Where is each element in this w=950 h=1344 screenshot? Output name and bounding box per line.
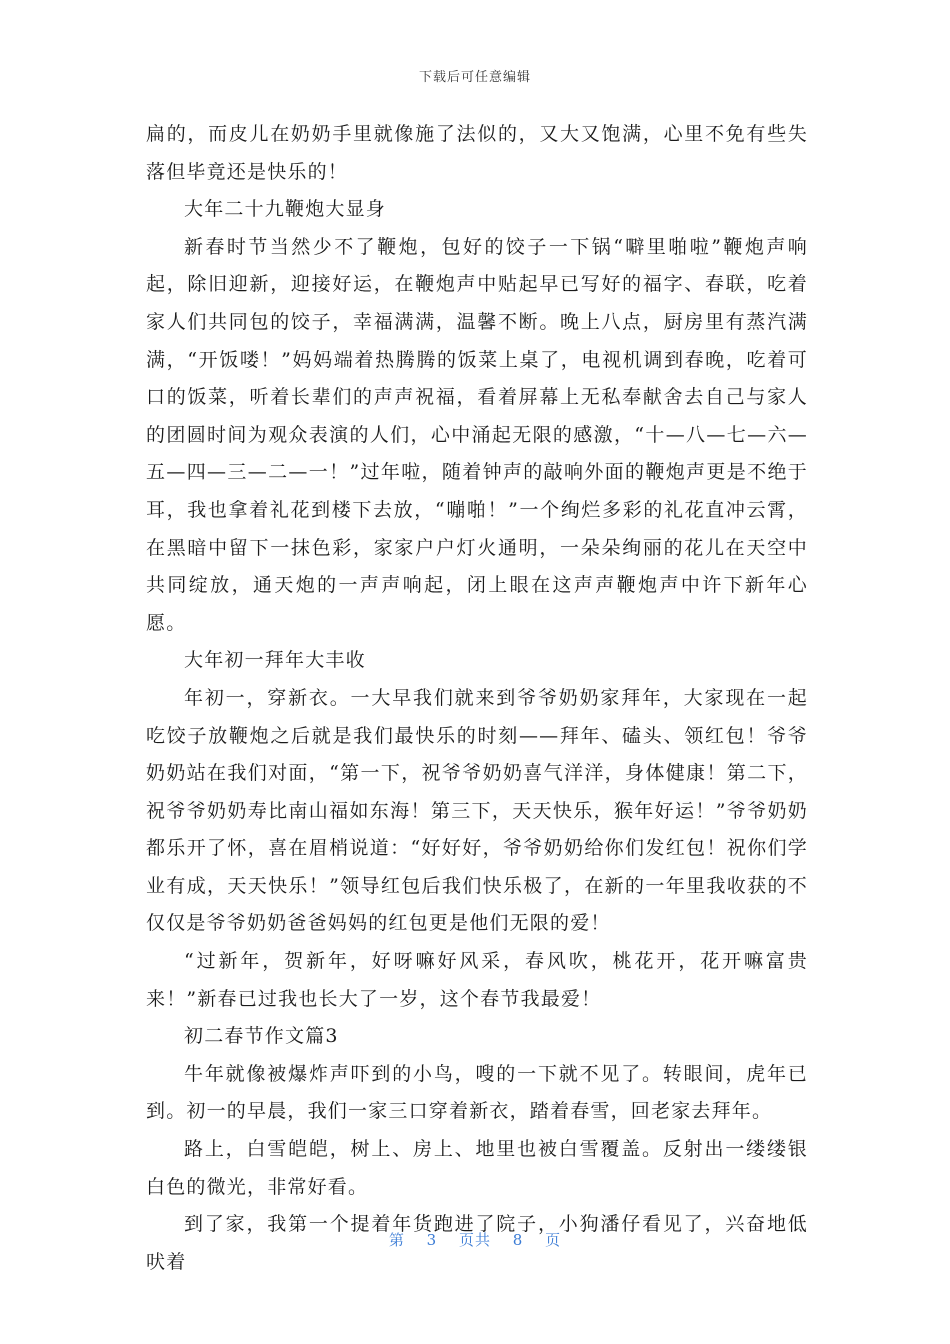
footer-suffix: 页 [545, 1231, 562, 1249]
section-heading: 大年二十九鞭炮大显身 [184, 198, 387, 221]
paragraph: 牛年就像被爆炸声吓到的小鸟，嗖的一下就不见了。转眼间，虎年已到。初一的早晨，我们一家三口穿着新衣，踏着春雪，回老家去拜年。 [146, 1062, 808, 1123]
section-heading: 大年初一拜年大丰收 [184, 649, 366, 672]
paragraph: 年初一，穿新衣。一大早我们就来到爷爷奶奶家拜年，大家现在一起吃饺子放鞭炮之后就是我们最快乐的时刻——拜年、磕头、领红包！爷爷奶奶站在我们对面，“第一下，祝爷爷奶奶喜气洋洋，身体健康！第二下，祝爷爷奶奶寿比南山福如东海！第三下，天天快乐，猴年好运！”爷爷奶奶都乐开了怀，喜在眉梢说道：“好好好，爷爷奶奶给你们发红包！祝你们学业有成，天天快乐！”领导红包后我们快乐极了，在新的一年里我收获的不仅仅是爷爷奶奶爸爸妈妈的红包更是他们无限的爱！ [146, 686, 808, 935]
paragraph: 扁的，而皮儿在奶奶手里就像施了法似的，又大又饱满，心里不免有些失落但毕竟还是快乐的！ [146, 123, 808, 183]
total-pages-number: 8 [512, 1231, 524, 1249]
paragraph: “过新年，贺新年，好呀嘛好风采，春风吹，桃花开，花开嘛富贵来！”新春已过我也长大了一岁，这个春节我最爱！ [146, 950, 808, 1010]
document-body [146, 116, 808, 1281]
paragraph: 新春时节当然少不了鞭炮，包好的饺子一下锅“噼里啪啦”鞭炮声响起，除旧迎新，迎接好运，在鞭炮声中贴起早已写好的福字、春联，吃着家人们共同包的饺子，幸福满满，温馨不断。晚上八点，厨房里有蒸汽满满，“开饭喽！”妈妈端着热腾腾的饭菜上桌了，电视机调到春晚，吃着可口的饭菜，听着长辈们的声声祝福，看着屏幕上无私奉献舍去自己与家人的团圆时间为观众表演的人们，心中涌起无限的感激，“十—八—七—六—五—四—三—二—一！”过年啦，随着钟声的敲响外面的鞭炮声更是不绝于耳，我也拿着礼花到楼下去放，“嘣啪！”一个绚烂多彩的礼花直冲云霄，在黑暗中留下一抹色彩，家家户户灯火通明，一朵朵绚丽的花儿在天空中共同绽放，通天炮的一声声响起，闭上眼在这声声鞭炮声中许下新年心愿。 [146, 235, 808, 634]
page-header [0, 66, 950, 85]
section-heading: 初二春节作文篇3 [184, 1025, 339, 1048]
paragraph: 到了家，我第一个提着年货跑进了院子，小狗潘仔看见了，兴奋地低吠着 [146, 1213, 808, 1273]
page-header-text: 下载后可任意编辑 [418, 70, 531, 85]
current-page-number: 3 [426, 1231, 438, 1249]
footer-prefix: 第 [388, 1231, 405, 1249]
page-footer [0, 1229, 950, 1250]
footer-middle: 页共 [458, 1231, 491, 1249]
paragraph: 路上，白雪皑皑，树上、房上、地里也被白雪覆盖。反射出一缕缕银白色的微光，非常好看。 [146, 1138, 808, 1198]
